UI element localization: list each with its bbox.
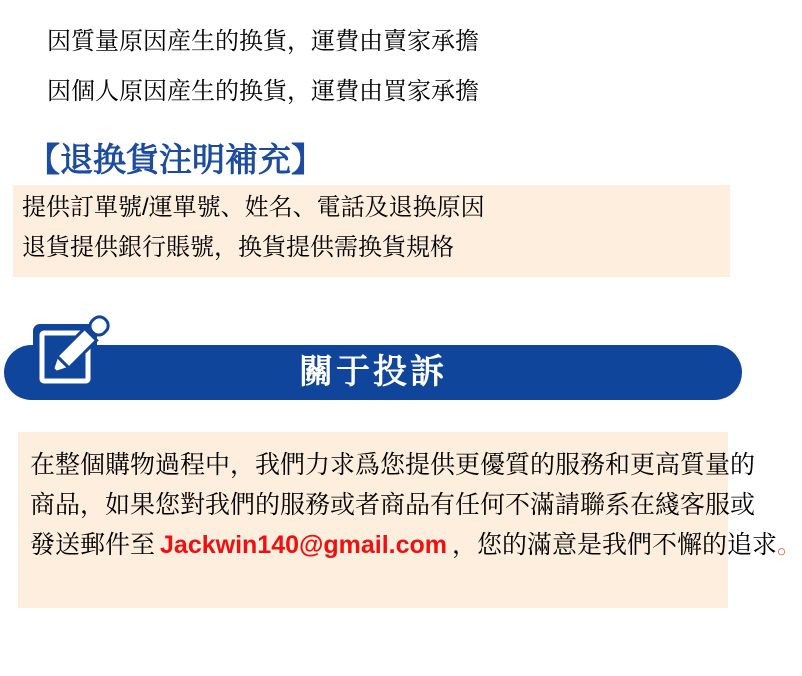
complaint-line-1: 在整個購物過程中，我們力求爲您提供更優質的服務和更高質量的	[30, 451, 756, 479]
complaint-line-3	[30, 525, 802, 565]
quality-exchange-note: 因質量原因産生的换貨，運費由賣家承擔	[47, 28, 479, 55]
complaint-line-3-prefix: 發送郵件至	[30, 531, 156, 559]
return-policy-heading: 【退换貨注明補充】	[27, 141, 324, 178]
personal-exchange-note: 因個人原因産生的换貨，運費由買家承擔	[47, 78, 479, 105]
complaint-text-box	[18, 432, 802, 608]
complaint-line-3-suffix: ，您的滿意是我們不懈的追求	[452, 531, 778, 559]
contact-email-link[interactable]: Jackwin140@gmail.com	[160, 531, 448, 559]
complaint-line-2: 商品，如果您對我們的服務或者商品有任何不滿請聯系在綫客服或	[30, 491, 756, 519]
return-policy-box	[13, 185, 730, 277]
return-policy-line-1: 提供訂單號/運單號、姓名、電話及退换原因	[22, 194, 485, 221]
return-policy-line-2: 退貨提供銀行賬號，换貨提供需换貨規格	[22, 234, 454, 261]
pencil-notepad-icon	[31, 310, 115, 394]
complaint-line-3-period: 。	[777, 531, 802, 559]
complaint-banner-title: 關于投訴	[299, 353, 447, 391]
